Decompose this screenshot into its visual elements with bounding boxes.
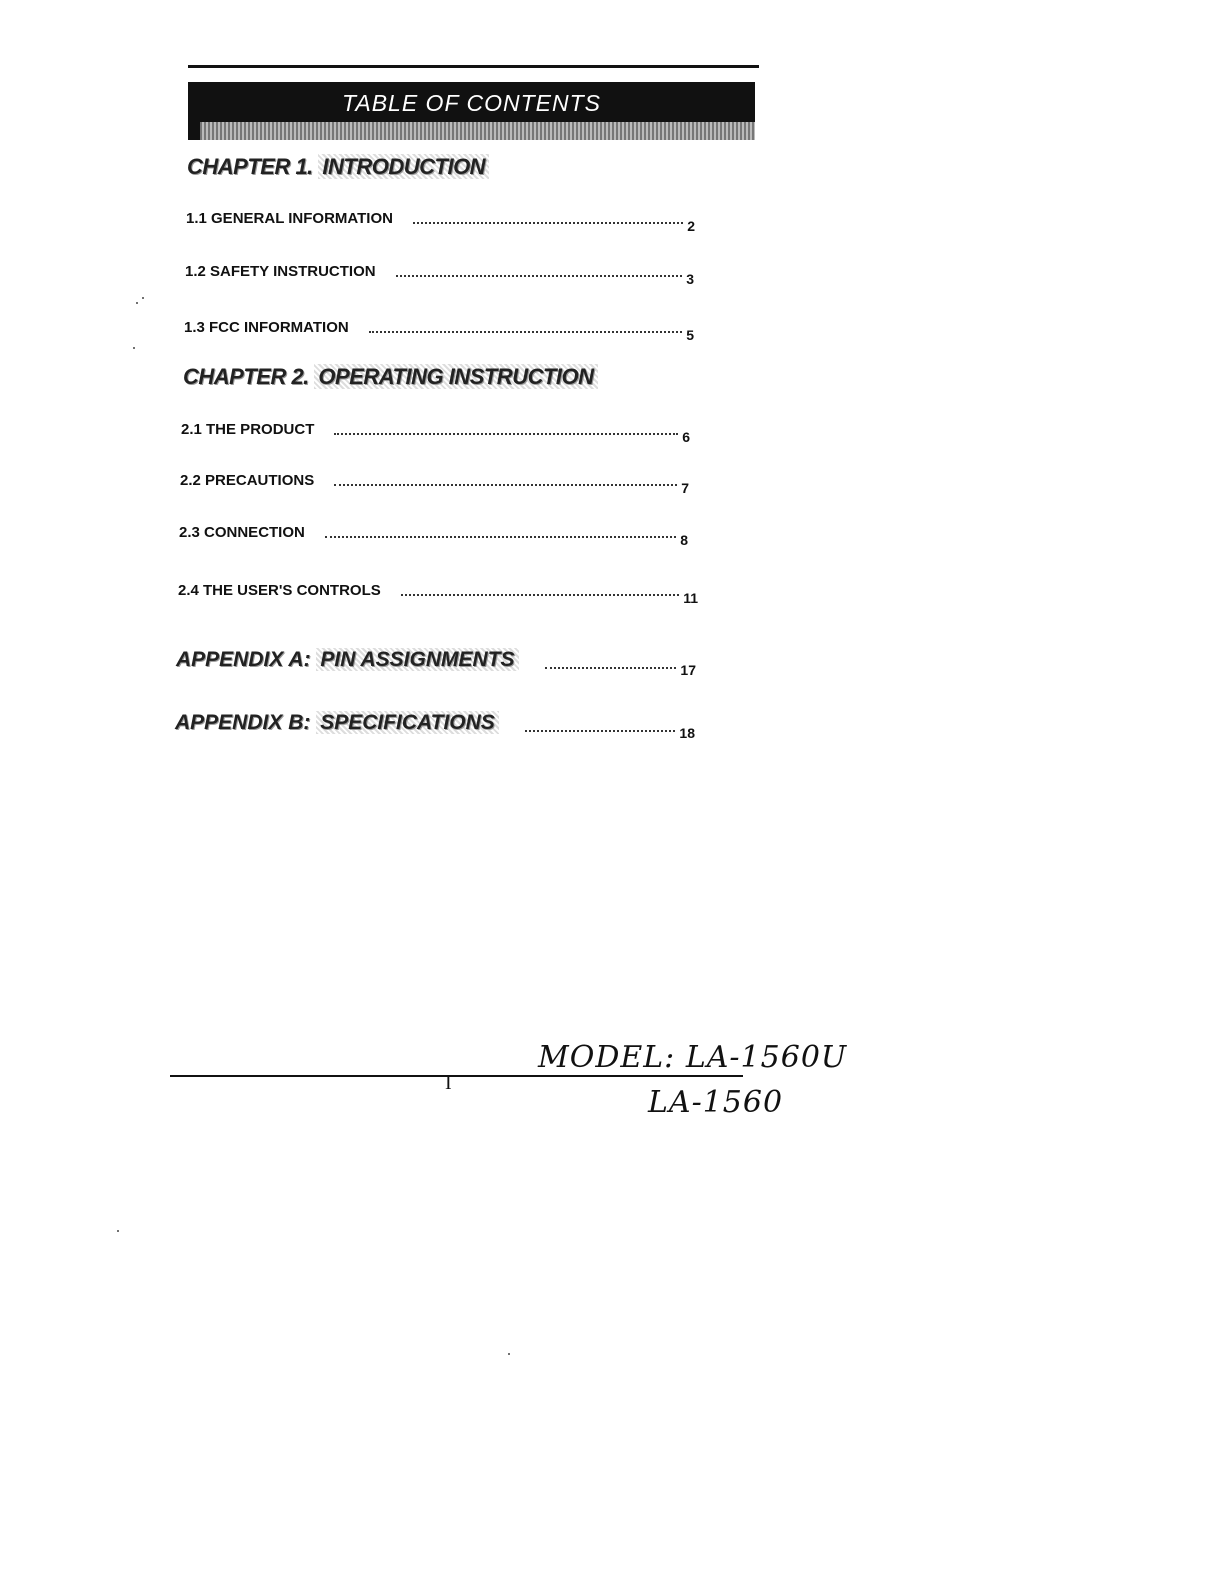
- toc-entry-page: 3: [686, 271, 694, 287]
- appendix-entry[interactable]: [175, 711, 695, 741]
- toc-entry[interactable]: [179, 524, 688, 548]
- toc-entry-page: 8: [680, 532, 688, 548]
- appendix-label: [176, 648, 519, 672]
- bottom-rule: [170, 1075, 743, 1077]
- toc-entry-page: 2: [687, 218, 695, 234]
- scan-speck: [142, 297, 144, 299]
- chapter-1-title: INTRODUCTION: [318, 154, 489, 179]
- toc-entry[interactable]: [184, 319, 694, 343]
- chapter-1-number: CHAPTER 1.: [187, 154, 319, 179]
- top-rule: [188, 65, 759, 68]
- appendix-title: PIN ASSIGNMENTS: [316, 648, 518, 671]
- chapter-2-heading: [183, 364, 598, 390]
- toc-leader-dots: [396, 274, 683, 277]
- chapter-2-number: CHAPTER 2.: [183, 364, 315, 389]
- toc-entry-page: 7: [681, 480, 689, 496]
- chapter-1-heading: [187, 154, 489, 180]
- toc-entry-label: 2.4 THE USER'S CONTROLS: [178, 582, 381, 599]
- toc-entry[interactable]: [180, 472, 689, 496]
- toc-entry-label: 2.1 THE PRODUCT: [181, 421, 315, 438]
- toc-entry[interactable]: [181, 421, 690, 445]
- toc-leader-dots: [334, 483, 677, 486]
- toc-entry-label: 1.1 GENERAL INFORMATION: [186, 210, 393, 227]
- scan-speck: [133, 347, 135, 349]
- toc-entry-page: 6: [682, 429, 690, 445]
- title-banner: [188, 82, 755, 140]
- toc-entry[interactable]: [178, 582, 698, 606]
- toc-leader-dots: [525, 729, 676, 732]
- toc-entry-label: 1.2 SAFETY INSTRUCTION: [185, 263, 376, 280]
- appendix-title: SPECIFICATIONS: [316, 711, 499, 734]
- appendix-page: 17: [680, 662, 696, 678]
- toc-entry-label: 2.3 CONNECTION: [179, 524, 305, 541]
- toc-leader-dots: [334, 432, 678, 435]
- toc-entry-page: 5: [686, 327, 694, 343]
- appendix-entry[interactable]: [176, 648, 696, 678]
- title-banner-shadow: [200, 122, 755, 140]
- toc-entry[interactable]: [185, 263, 694, 287]
- toc-entry-label: 2.2 PRECAUTIONS: [180, 472, 315, 489]
- page-number: I: [445, 1072, 452, 1094]
- handwritten-model-line2: LA-1560: [648, 1085, 784, 1120]
- toc-leader-dots: [401, 593, 679, 596]
- toc-entry[interactable]: [186, 210, 695, 234]
- scan-speck: [136, 302, 138, 304]
- appendix-prefix: APPENDIX B:: [175, 711, 317, 734]
- scan-speck: [508, 1353, 510, 1355]
- toc-leader-dots: [325, 535, 676, 538]
- toc-entry-label: 1.3 FCC INFORMATION: [184, 319, 349, 336]
- toc-leader-dots: [369, 330, 682, 333]
- chapter-2-title: OPERATING INSTRUCTION: [314, 364, 597, 389]
- page-title: TABLE OF CONTENTS: [342, 90, 601, 116]
- toc-leader-dots: [413, 221, 683, 224]
- handwritten-model-line1: MODEL: LA-1560U: [538, 1040, 848, 1075]
- toc-leader-dots: [545, 666, 677, 669]
- appendix-label: [175, 711, 499, 735]
- appendix-page: 18: [679, 725, 695, 741]
- appendix-prefix: APPENDIX A:: [176, 648, 317, 671]
- scan-speck: [117, 1230, 119, 1232]
- toc-entry-page: 11: [683, 590, 698, 606]
